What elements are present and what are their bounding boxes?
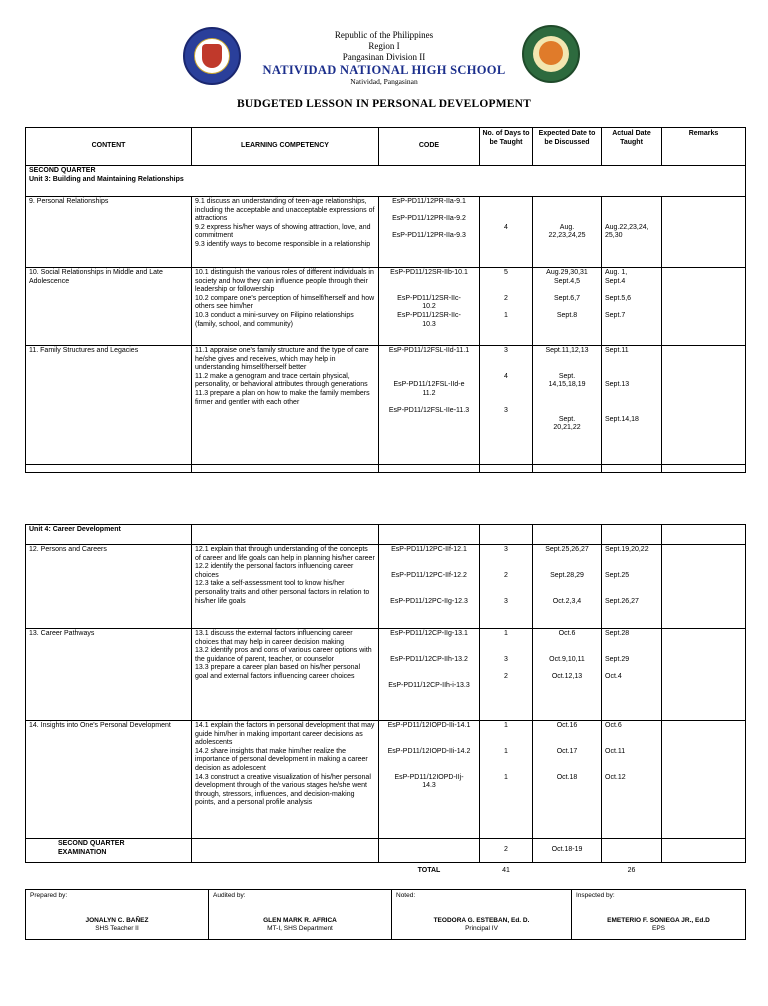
signature-block-prepared [26, 890, 209, 940]
school-name: NATIVIDAD NATIONAL HIGH SCHOOL [262, 63, 506, 77]
cell-competency: 12.1 explain that through understanding of the concepts of career and life goals can help in planning his/her career 12.2 identify the personal factors influencing career choices 12.3 take a self-assessment tool to know his/her personality traits and other personal factors in relation to his/her life goals [192, 545, 379, 629]
unit-heading-row [26, 166, 746, 197]
cell-remarks [662, 721, 746, 839]
table-row [26, 346, 746, 465]
quarter-label: SECOND QUARTER [29, 167, 96, 174]
cell-expected-date: Oct.6 Oct.9,10,11 Oct.12,13 [533, 629, 602, 721]
exam-expected-date: Oct.18-19 [533, 839, 602, 863]
lesson-table-unit4 [25, 524, 746, 880]
document-title: BUDGETED LESSON IN PERSONAL DEVELOPMENT [236, 98, 532, 110]
total-row [26, 863, 746, 880]
total-label: TOTAL [417, 866, 441, 874]
column-header-content: CONTENT [26, 128, 192, 166]
header-line-division: Pangasinan Division II [342, 52, 426, 62]
cell-competency: 14.1 explain the factors in personal development that may guide him/her in making important career decisions as adolescents 14.2 share insights that make him/her realize the importance of personal development in making a career decision as adolescent 14.3 construct a creative visualization of his/her personal development through of the various stages he/she went through, stressors, influences, and decision-making points, and a personal profile analysis [192, 721, 379, 839]
cell-expected-date: Oct.16 Oct.17 Oct.18 [533, 721, 602, 839]
document-header [0, 30, 768, 87]
column-header-days: No. of Days to be Taught [480, 128, 533, 166]
table-row [26, 268, 746, 346]
signature-label: Noted: [396, 892, 416, 899]
cell-content: 13. Career Pathways [26, 629, 192, 721]
unit3-title: Unit 3: Building and Maintaining Relationships [29, 175, 184, 183]
unit-heading [26, 166, 746, 197]
signature-block-audited [209, 890, 392, 940]
cell-content: 14. Insights into One's Personal Development [26, 721, 192, 839]
signature-table [25, 889, 746, 940]
exam-row [26, 839, 746, 863]
cell-actual-date: Sept.19,20,22 Sept.25 Sept.26,27 [602, 545, 662, 629]
cell-actual-date: Oct.6 Oct.11 Oct.12 [602, 721, 662, 839]
signature-label: Prepared by: [30, 892, 68, 899]
total-days: 41 [502, 866, 510, 874]
column-header-actual: Actual Date Taught [602, 128, 662, 166]
cell-code: EsP-PD11/12PC-IIf-12.1 EsP-PD11/12PC-IIf-12.2 EsP-PD11/12PC-IIg-12.3 [379, 545, 480, 629]
cell-days: 3 2 3 [480, 545, 533, 629]
signatory-role: MT-I, SHS Department [267, 925, 333, 933]
table-row [26, 197, 746, 268]
signature-block-inspected [572, 890, 746, 940]
signatory-name: GLEN MARK R. AFRICA [263, 916, 337, 924]
table-row [26, 629, 746, 721]
column-header-remarks: Remarks [662, 128, 746, 166]
cell-remarks [662, 545, 746, 629]
column-header-expected: Expected Date to be Discussed [533, 128, 602, 166]
cell-expected-date: Sept.25,26,27 Sept.28,29 Oct.2,3,4 [533, 545, 602, 629]
cell-code: EsP-PD11/12PR-IIa-9.1 EsP-PD11/12PR-IIa-9.2 EsP-PD11/12PR-IIa-9.3 [379, 197, 480, 268]
cell-expected-date: Sept.11,12,13 Sept. 14,15,18,19 Sept. 20,21,22 [533, 346, 602, 465]
column-header-code: CODE [379, 128, 480, 166]
cell-days: 1 3 2 [480, 629, 533, 721]
table-row [26, 721, 746, 839]
cell-content: 9. Personal Relationships [26, 197, 192, 268]
cell-actual-date: Aug. 1, Sept.4 Sept.5,6 Sept.7 [602, 268, 662, 346]
cell-remarks [662, 346, 746, 465]
total-actual: 26 [627, 866, 636, 874]
cell-days: 5 2 1 [480, 268, 533, 346]
cell-days: 3 4 3 [480, 346, 533, 465]
unit-heading-row [26, 525, 746, 545]
cell-expected-date: Aug. 22,23,24,25 [533, 197, 602, 268]
cell-competency: 13.1 discuss the external factors influencing career choices that may help in career decision making 13.2 identify pros and cons of various career options with the guidance of parent, teacher, or counselor 13.3 prepare a career plan based on his/her personal goal and external factors influencing career choices [192, 629, 379, 721]
signature-label: Audited by: [213, 892, 246, 899]
signatory-role: EPS [651, 925, 665, 933]
cell-days: 4 [480, 197, 533, 268]
signatory-name: EMETERIO F. SONIEGA JR., Ed.D [607, 916, 710, 924]
cell-content: 12. Persons and Careers [26, 545, 192, 629]
header-line-region: Region I [368, 41, 400, 51]
signatory-role: SHS Teacher II [95, 925, 139, 933]
unit4-title: Unit 4: Career Development [26, 525, 192, 545]
exam-label: SECOND QUARTER EXAMINATION [26, 839, 192, 863]
school-address: Natividad, Pangasinan [350, 77, 418, 86]
cell-remarks [662, 629, 746, 721]
exam-days: 2 [480, 839, 533, 863]
signature-block-noted [392, 890, 572, 940]
cell-code: EsP-PD11/12IOPD-IIi-14.1 EsP-PD11/12IOPD-IIi-14.2 EsP-PD11/12IOPD-IIj- 14.3 [379, 721, 480, 839]
cell-code: EsP-PD11/12SR-IIb-10.1 EsP-PD11/12SR-IIc- 10.2 EsP-PD11/12SR-IIc- 10.3 [379, 268, 480, 346]
signature-row [26, 890, 746, 940]
cell-content: 11. Family Structures and Legacies [26, 346, 192, 465]
signatory-name: TEODORA G. ESTEBAN, Ed. D. [433, 916, 530, 924]
cell-code: EsP-PD11/12CP-IIg-13.1 EsP-PD11/12CP-IIh-13.2 EsP-PD11/12CP-IIh-i-13.3 [379, 629, 480, 721]
signatory-role: Principal IV [465, 925, 498, 933]
signature-label: Inspected by: [576, 892, 615, 899]
cell-expected-date: Aug.29,30,31 Sept.4,5 Sept.6,7 Sept.8 [533, 268, 602, 346]
cell-content: 10. Social Relationships in Middle and Late Adolescence [26, 268, 192, 346]
cell-competency: 11.1 appraise one's family structure and the type of care he/she gives and receives, which may help in understanding himself/herself better 11.2 make a genogram and trace certain physical, personality, or behavioral attributes through generations 11.3 prepare a plan on how to make the family members firmer and gentler with each other [192, 346, 379, 465]
cell-days: 1 1 1 [480, 721, 533, 839]
cell-remarks [662, 197, 746, 268]
cell-code: EsP-PD11/12FSL-IId-11.1 EsP-PD11/12FSL-IId-e 11.2 EsP-PD11/12FSL-IIe-11.3 [379, 346, 480, 465]
cell-actual-date: Aug.22,23,24, 25,30 [602, 197, 662, 268]
lesson-table-unit3 [25, 127, 746, 473]
empty-row [26, 465, 746, 473]
signatory-name: JONALYN C. BAÑEZ [85, 916, 149, 924]
cell-remarks [662, 268, 746, 346]
cell-competency: 10.1 distinguish the various roles of different individuals in society and how they can influence people through their leadership or followership 10.2 compare one's perception of himself/herself and how others see him/her 10.3 conduct a mini-survey on Filipino relationships (family, school, and community) [192, 268, 379, 346]
cell-actual-date: Sept.28 Sept.29 Oct.4 [602, 629, 662, 721]
table-header-row [26, 128, 746, 166]
column-header-competency: LEARNING COMPETENCY [192, 128, 379, 166]
cell-competency: 9.1 discuss an understanding of teen-age relationships, including the acceptable and unacceptable expressions of attractions 9.2 express his/her ways of showing attraction, love, and commitment 9.3 identify ways to become responsible in a relationship [192, 197, 379, 268]
header-line-republic: Republic of the Philippines [334, 30, 434, 40]
cell-actual-date: Sept.11 Sept.13 Sept.14,18 [602, 346, 662, 465]
table-row [26, 545, 746, 629]
